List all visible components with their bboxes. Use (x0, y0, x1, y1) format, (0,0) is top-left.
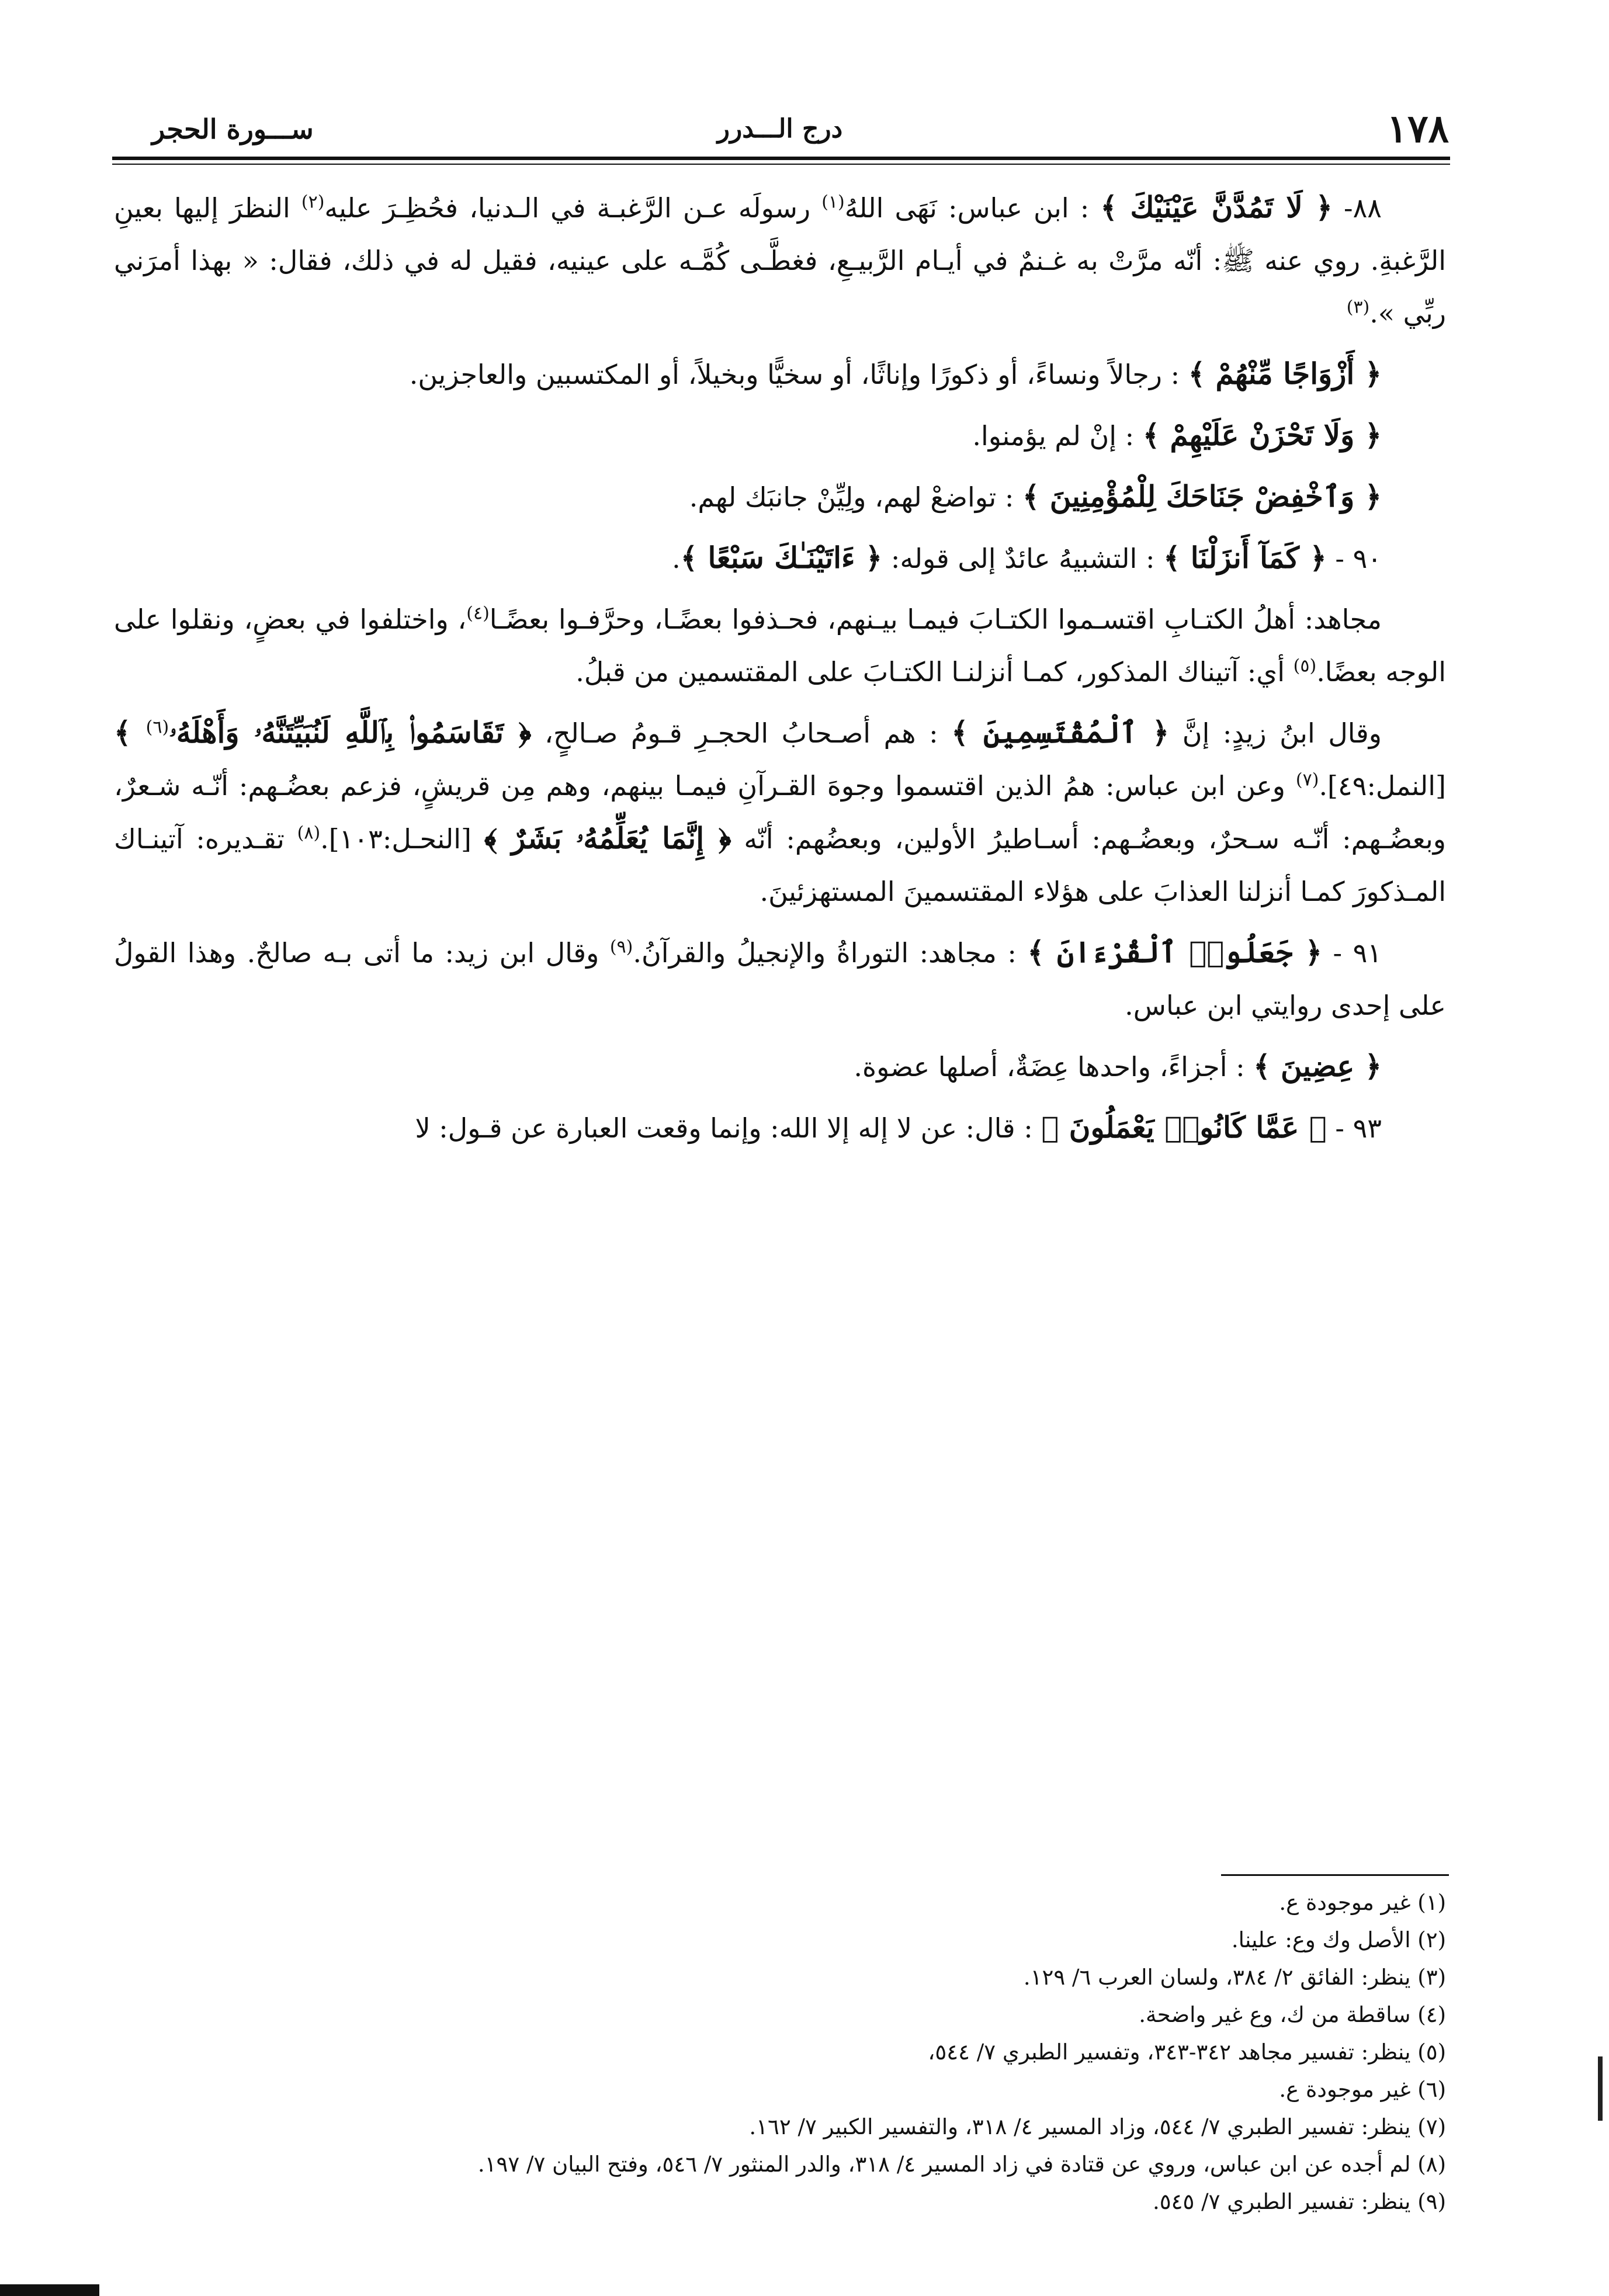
paragraph (114, 348, 1446, 401)
paragraph-text: ٩١ - (1322, 937, 1382, 969)
paragraph-text: مجاهد: أهلُ الكتـابِ اقتسـموا الكتـابَ فيمـا بيـنهم، فحـذفوا بعضًـا، وحرَّفـوا بعضًـا (489, 604, 1382, 635)
paragraph (114, 409, 1446, 462)
scan-side-mark (1598, 2056, 1603, 2121)
footnote-separator (1221, 1874, 1449, 1876)
page-header (111, 102, 1449, 155)
footnote: (٢) الأصل وك وع: علينا. (1231, 1927, 1446, 1952)
paragraph-text: ٩٠ - (1326, 543, 1382, 574)
footnote: (٥) ينظر: تفسير مجاهد ٣٤٢-٣٤٣، وتفسير الطبري ٧/ ٥٤٤، (928, 2040, 1446, 2065)
footnote-ref: (٣) (1346, 297, 1370, 318)
paragraph-text: وقال ابن زيد: ما أتى بـه صالحٌ. وهذا القولُ على إحدى روايتي ابن عباس. (114, 937, 1446, 1021)
page-number: ١٧٨ (1386, 106, 1449, 151)
quran-verse: ﴿ عَمَّا كَانُوا۟ يَعْمَلُونَ ﴾ (1041, 1110, 1327, 1144)
main-text (114, 181, 1446, 1163)
paragraph (114, 1101, 1446, 1154)
quran-verse: ﴿ تَقَاسَمُوا۟ بِٱللَّهِ لَنُبَيِّتَنَّهُۥ وَأَهْلَهُۥ (169, 715, 532, 750)
quran-verse: ﴿ لَا تَمُدَّنَّ عَيْنَيْكَ ﴾ (1100, 190, 1333, 224)
footnote: (٩) ينظر: تفسير الطبري ٧/ ٥٤٥. (1152, 2189, 1446, 2214)
header-rule-thick (112, 157, 1450, 160)
paragraph-text: وقال ابنُ زيدٍ: إنَّ (1169, 717, 1382, 749)
quran-verse: ﴿ ٱلْمُقْتَسِمِينَ ﴾ (951, 715, 1170, 750)
footnote: (٦) غير موجودة ع. (1279, 2077, 1446, 2102)
paragraph-text: وعن ابن عباس: همُ الذين اقتسموا وجوهَ القـرآنِ فيمـا بينهم، وهم مِن قريشٍ، فزعم بعضُـهم: أنّـه شـعرٌ، وبعضُـهم: أنّـه سـحرٌ، وبعضُـهم: أسـاطيرُ الأولين، وبعضُهم: أنّه (114, 770, 1446, 855)
paragraph-text: رسولَه عـن الرَّغبـة في الـدنيا، فحُظِـرَ عليه (324, 192, 822, 224)
footnote-ref: (٢) (301, 192, 325, 213)
footnotes (114, 1884, 1446, 2221)
paragraph-text: : قال: عن لا إله إلا الله: وإنما وقعت العبارة عن قـول: لا (415, 1112, 1042, 1144)
footnote-ref: (٧) (1295, 769, 1319, 790)
paragraph (114, 926, 1446, 1032)
quran-verse: ﴿ وَلَا تَحْزَنْ عَلَيْهِمْ ﴾ (1142, 418, 1382, 452)
paragraph-text: : التشبيهُ عائدٌ إلى قوله: (882, 543, 1164, 574)
paragraph-text: ٩٣ - (1326, 1112, 1382, 1144)
paragraph-text: ، واختلفوا في بعضٍ، ونقلوا على الوجه بعضًا. (114, 604, 1446, 688)
footnote: (٤) ساقطة من ك، وع غير واضحة. (1139, 2002, 1446, 2027)
footnote: (١) غير موجودة ع. (1279, 1890, 1446, 1915)
paragraph-text: : تواضعْ لهم، ولِيِّنْ جانبَك لهم. (689, 481, 1023, 513)
paragraph (114, 181, 1446, 339)
paragraph-text: : ابن عباس: نَهَى اللهُ (844, 192, 1101, 224)
paragraph-text: : مجاهد: التوراةُ والإنجيلُ والقرآنُ. (633, 937, 1028, 969)
quran-verse: ﴿ وَٱخْفِضْ جَنَاحَكَ لِلْمُؤْمِنِينَ ﴾ (1022, 479, 1382, 514)
paragraph (114, 1040, 1446, 1093)
paragraph (114, 706, 1446, 918)
footnote: (٣) ينظر: الفائق ٢/ ٣٨٤، ولسان العرب ٦/ ١٢٩. (1023, 1965, 1446, 1990)
surah-name: ســـورة الحجر (152, 113, 314, 145)
paragraph-text: : إنْ لم يؤمنوا. (972, 420, 1143, 452)
quran-verse: ﴿ عِضِينَ ﴾ (1253, 1049, 1382, 1083)
paragraph (114, 532, 1446, 585)
footnote: (٧) ينظر: تفسير الطبري ٧/ ٥٤٤، وزاد المسير ٤/ ٣١٨، والتفسير الكبير ٧/ ١٦٢. (749, 2114, 1446, 2139)
paragraph-text: أي: آتيناك المذكور، كمـا أنزلنـا الكتـابَ على المقتسمين من قبلُ. (575, 656, 1294, 688)
footnote-ref: (٥) (1293, 655, 1317, 677)
paragraph (114, 593, 1446, 698)
paragraph-text: . (672, 543, 681, 574)
footnote-ref: (١) (821, 192, 845, 213)
paragraph-text: : أجزاءً، واحدها عِضَةٌ، أصلها عضوة. (854, 1051, 1254, 1083)
paragraph (114, 470, 1446, 523)
paragraph-text: النظرَ إليها بعينِ الرَّغبةِ. روي عنه ﷺ: أنّه مرَّتْ به غـنمٌ في أيـام الرَّبيـعِ، فغطَّـى كُمَّـه على عينيه، فقيل له في ذلك، فقال: « بهذا أمرَني ربِّي ». (114, 192, 1446, 329)
footnote-ref: (٨) (297, 823, 321, 844)
paragraph-text: [النمل:٤٩]. (1319, 770, 1446, 802)
paragraph-text: تقـديره: آتينـاك المـذكورَ كمـا أنزلنا العذابَ على هؤلاء المقتسمينَ المستهزئينَ. (114, 823, 1446, 907)
quran-verse: ﴿ أَزْوَاجًا مِّنْهُمْ ﴾ (1188, 356, 1382, 391)
footnote-ref: (٤) (466, 603, 490, 624)
quran-verse: ﴿ إِنَّمَا يُعَلِّمُهُۥ بَشَرٌ ﴾ (484, 821, 731, 855)
paragraph-text: : رجالاً ونساءً، أو ذكورًا وإناثًا، أو سخيًّا وبخيلاً، أو المكتسبين والعاجزين. (409, 359, 1188, 390)
paragraph-text: ٨٨- (1332, 192, 1382, 224)
book-title: درج الـــدرر (717, 114, 843, 144)
quran-verse: ﴿ جَعَلُوا۟ ٱلْقُرْءَانَ ﴾ (1027, 935, 1323, 969)
quran-verse: ﴾ (114, 715, 146, 750)
header-rule-thin (112, 164, 1450, 165)
footnote: (٨) لم أجده عن ابن عباس، وروي عن قتادة في زاد المسير ٤/ ٣١٨، والدر المنثور ٧/ ٥٤٦، وفتح البيان ٧/ ١٩٧. (477, 2152, 1446, 2177)
footnote-ref: (٩) (609, 937, 633, 958)
quran-verse: ﴿ ءَاتَيْنَـٰكَ سَبْعًا ﴾ (680, 540, 883, 575)
quran-verse: ﴿ كَمَآ أَنزَلْنَا ﴾ (1163, 540, 1327, 575)
paragraph-text: : هم أصـحابُ الحجـرِ قـومُ صـالحٍ، (531, 717, 952, 749)
footnote-ref: (٦) (145, 717, 169, 738)
scan-edge-mark (0, 2284, 99, 2296)
paragraph-text: [النحـل:١٠٣]. (320, 823, 484, 855)
